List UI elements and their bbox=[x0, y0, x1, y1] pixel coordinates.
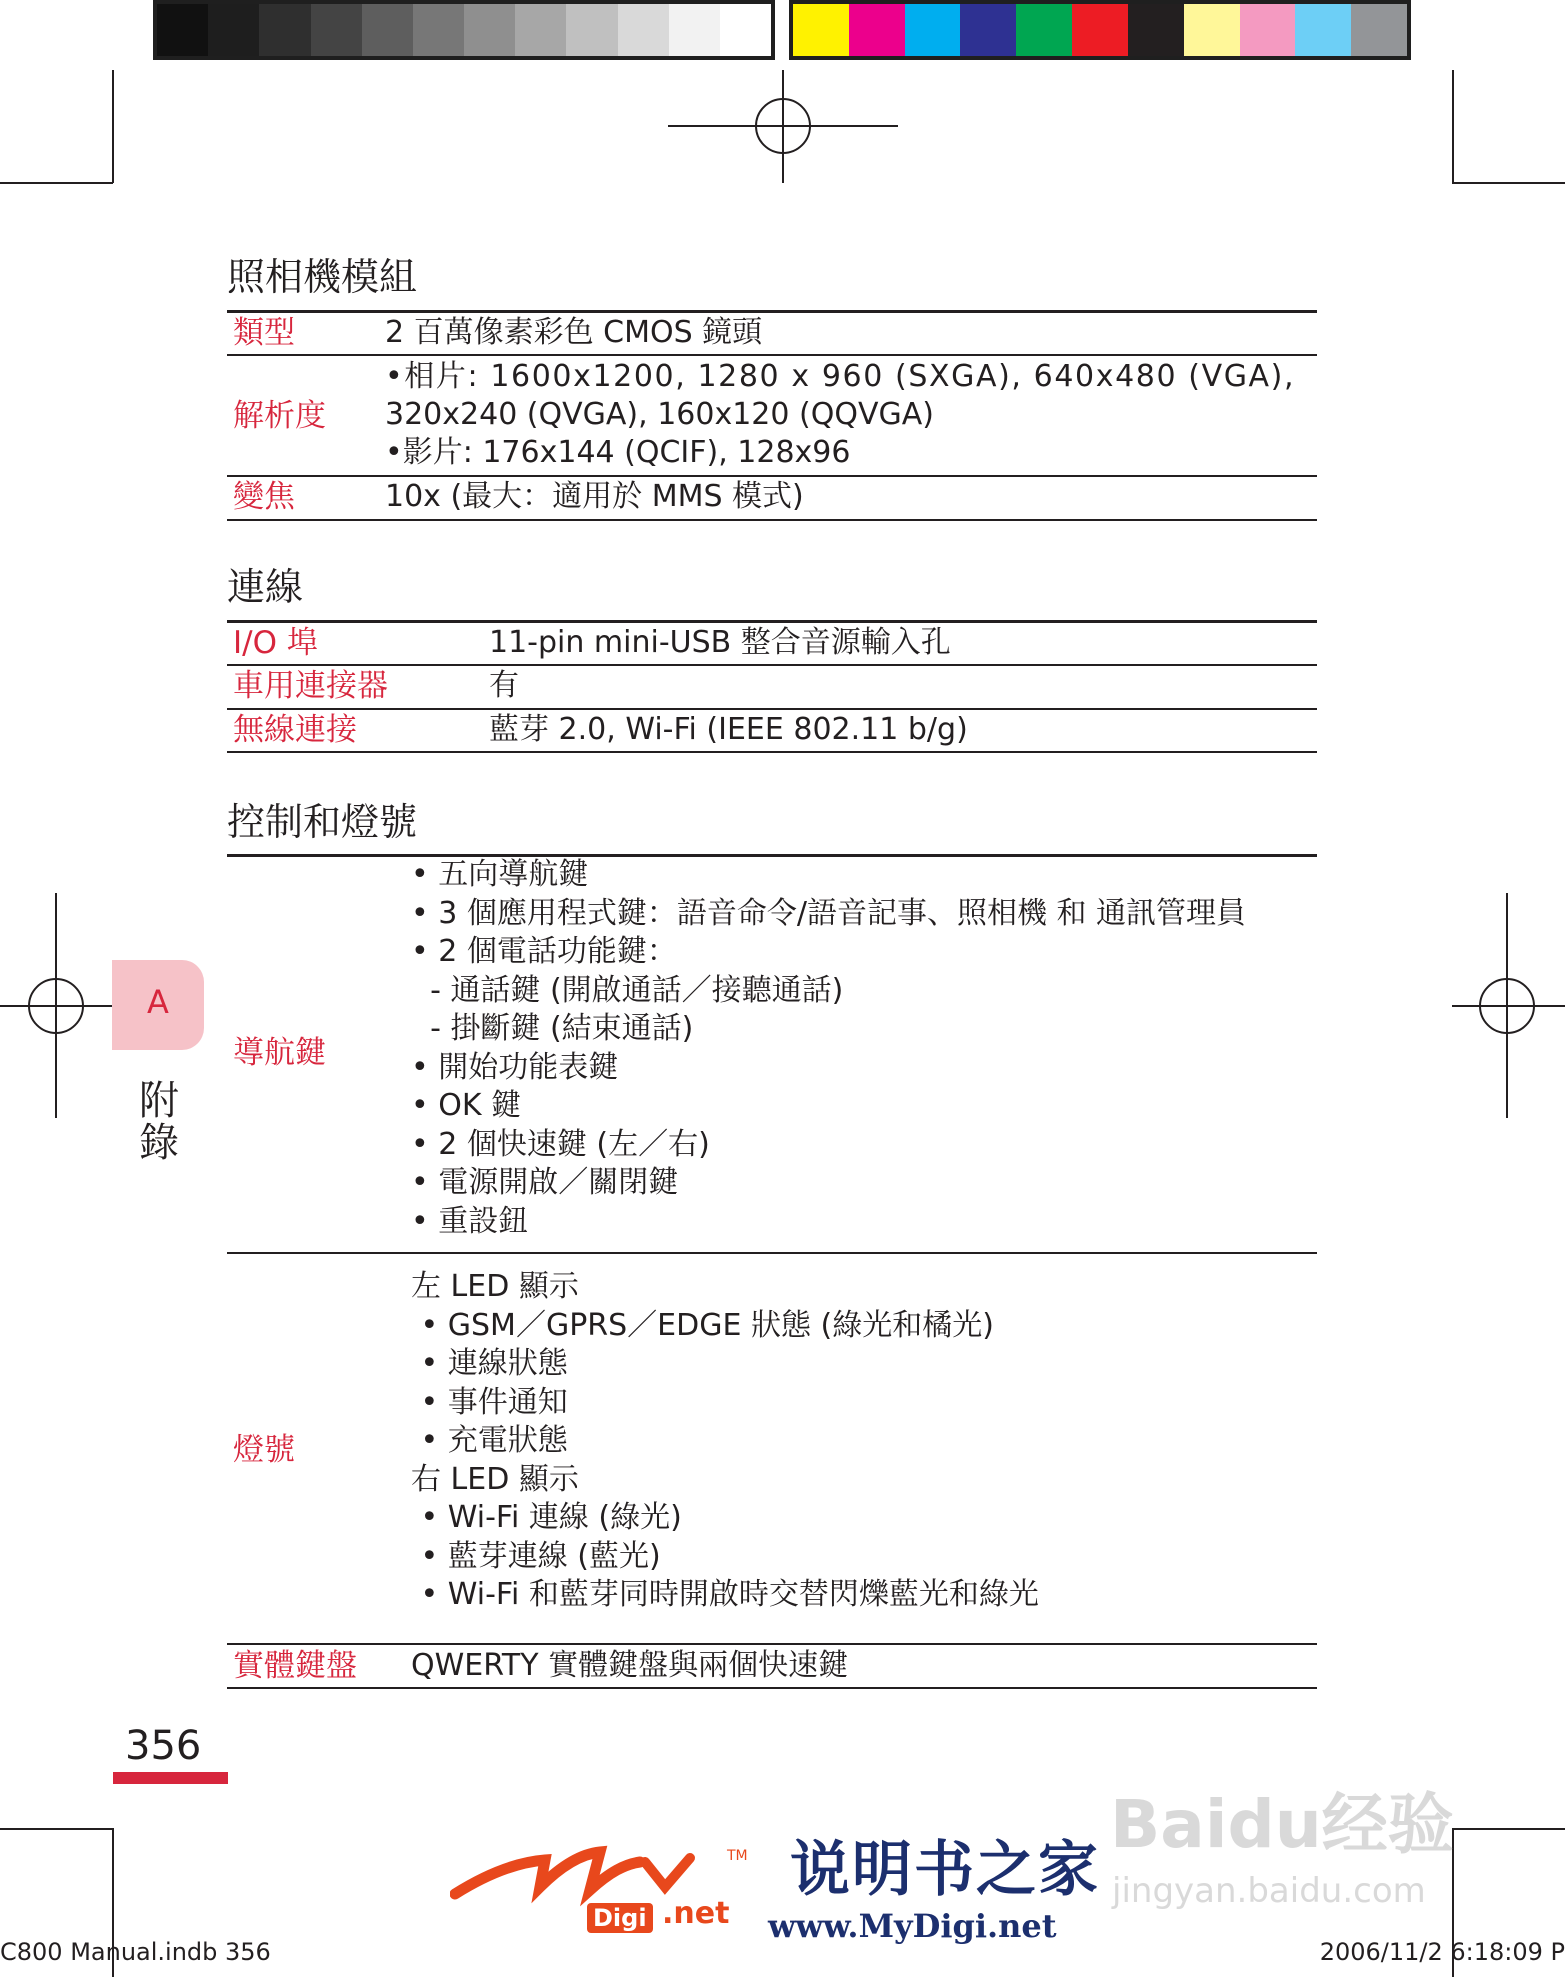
table-rule bbox=[227, 475, 1317, 477]
camera-spec-table bbox=[227, 310, 1317, 522]
digi-net-label: .net bbox=[662, 1896, 730, 1931]
spec-value-zoom: 10x (最大：適用於 MMS 模式) bbox=[385, 479, 804, 514]
list-item: - 掛斷鍵 (結束通話) bbox=[411, 1011, 694, 1046]
trademark-mark: TM bbox=[727, 1848, 748, 1864]
controls-section-title: 控制和燈號 bbox=[227, 800, 418, 844]
color-swatch bbox=[618, 4, 669, 56]
appendix-label-char: 附 bbox=[139, 1078, 179, 1124]
registration-line bbox=[1452, 1005, 1565, 1007]
color-swatch bbox=[1240, 4, 1296, 56]
table-rule bbox=[227, 519, 1317, 521]
color-swatch bbox=[362, 4, 413, 56]
list-item: - 通話鍵 (開啟通話／接聽通話) bbox=[411, 972, 844, 1008]
color-swatch bbox=[905, 4, 961, 56]
list-item: • 電源開啟／關閉鍵 bbox=[411, 1165, 679, 1200]
spec-label-wireless: 無線連接 bbox=[233, 712, 357, 748]
table-rule bbox=[227, 1687, 1317, 1689]
list-item: • 充電狀態 bbox=[411, 1423, 568, 1458]
list-item: • 2 個電話功能鍵： bbox=[411, 934, 677, 969]
color-swatch bbox=[1184, 4, 1240, 56]
color-swatch bbox=[1128, 4, 1184, 56]
color-swatch bbox=[720, 4, 771, 56]
crop-mark bbox=[1452, 70, 1454, 183]
color-swatch bbox=[311, 4, 362, 56]
appendix-tab-letter: A bbox=[147, 983, 169, 1021]
table-rule bbox=[227, 354, 1317, 356]
spec-value-resolution-line: •相片: 1600x1200, 1280 x 960 (SXGA), 640x480 (VGA), bbox=[385, 359, 1296, 394]
list-item: • 連線狀態 bbox=[411, 1346, 568, 1381]
list-item: • Wi-Fi 和藍芽同時開啟時交替閃爍藍光和綠光 bbox=[411, 1577, 1039, 1612]
color-swatch bbox=[515, 4, 566, 56]
table-rule bbox=[227, 664, 1317, 666]
footer-file-info: C800 Manual.indb 356 bbox=[0, 1938, 271, 1966]
color-swatch bbox=[464, 4, 515, 56]
list-item: • 2 個快速鍵 (左／右) bbox=[411, 1126, 710, 1162]
color-swatch bbox=[566, 4, 617, 56]
connection-spec-table bbox=[227, 620, 1317, 756]
table-rule bbox=[227, 1643, 1317, 1645]
color-swatch bbox=[208, 4, 259, 56]
list-item: • 藍芽連線 (藍光) bbox=[411, 1538, 661, 1574]
site-url-logo: www.MyDigi.net bbox=[768, 1907, 1057, 1945]
page-number-bar bbox=[113, 1772, 228, 1784]
list-item: • 五向導航鍵 bbox=[411, 857, 589, 892]
process-color-bar bbox=[789, 0, 1411, 60]
crop-mark bbox=[0, 182, 113, 184]
crop-mark bbox=[1452, 182, 1565, 184]
baidu-watermark-url: jingyan.baidu.com bbox=[1112, 1871, 1426, 1911]
color-swatch bbox=[259, 4, 310, 56]
crop-mark bbox=[1452, 1828, 1565, 1830]
gray-color-bar bbox=[153, 0, 775, 60]
color-swatch bbox=[669, 4, 720, 56]
spec-value-io-port: 11-pin mini-USB 整合音源輸入孔 bbox=[489, 625, 951, 660]
spec-value-keyboard: QWERTY 實體鍵盤與兩個快速鍵 bbox=[411, 1648, 849, 1683]
color-swatch bbox=[1351, 4, 1407, 56]
appendix-label-char: 錄 bbox=[139, 1120, 179, 1166]
footer-timestamp: 2006/11/2 6:18:09 P bbox=[1319, 1938, 1565, 1966]
table-rule bbox=[227, 708, 1317, 710]
site-name-logo: 说明书之家 bbox=[790, 1835, 1100, 1905]
list-item: • GSM／GPRS／EDGE 狀態 (綠光和橘光) bbox=[411, 1307, 994, 1343]
registration-line bbox=[1506, 893, 1508, 1118]
color-swatch bbox=[960, 4, 1016, 56]
list-item: • 事件通知 bbox=[411, 1384, 568, 1420]
spec-value-wireless: 藍芽 2.0, Wi-Fi (IEEE 802.11 b/g) bbox=[489, 712, 968, 747]
color-swatch bbox=[157, 4, 208, 56]
color-swatch bbox=[413, 4, 464, 56]
spec-label-io-port: I/O 埠 bbox=[233, 625, 318, 661]
spec-value-resolution-line: •影片: 176x144 (QCIF), 128x96 bbox=[385, 435, 851, 470]
controls-spec-table bbox=[227, 854, 1317, 1690]
nav-keys-list bbox=[411, 856, 1246, 1241]
spec-value-resolution-line: 320x240 (QVGA), 160x120 (QQVGA) bbox=[385, 397, 934, 432]
spec-label-indicators: 燈號 bbox=[233, 1432, 295, 1468]
spec-label-resolution: 解析度 bbox=[233, 398, 326, 434]
list-item: • 重設鈕 bbox=[411, 1203, 529, 1239]
spec-label-keyboard: 實體鍵盤 bbox=[233, 1648, 357, 1684]
spec-label-zoom: 變焦 bbox=[233, 479, 295, 515]
appendix-tab bbox=[112, 960, 204, 1050]
spec-label-navigation: 導航鍵 bbox=[233, 1035, 326, 1071]
list-item: • 開始功能表鍵 bbox=[411, 1049, 619, 1085]
table-rule bbox=[227, 620, 1317, 623]
baidu-watermark: Baidu经验 bbox=[1110, 1786, 1454, 1863]
color-swatch bbox=[1072, 4, 1128, 56]
spec-value-type: 2 百萬像素彩色 CMOS 鏡頭 bbox=[385, 315, 763, 350]
led-indicators-list bbox=[411, 1268, 1039, 1615]
spec-value-car-connector: 有 bbox=[489, 668, 519, 703]
color-swatch bbox=[1295, 4, 1351, 56]
registration-line bbox=[782, 70, 784, 183]
table-rule bbox=[227, 310, 1317, 313]
appendix-label bbox=[137, 1080, 181, 1164]
list-item: • OK 鍵 bbox=[411, 1088, 522, 1123]
table-rule bbox=[227, 751, 1317, 753]
connection-section-title: 連線 bbox=[227, 565, 304, 609]
list-item: • 3 個應用程式鍵：語音命令/語音記事、照相機 和 通訊管理員 bbox=[411, 895, 1247, 931]
color-swatch bbox=[849, 4, 905, 56]
page-number: 356 bbox=[125, 1723, 202, 1769]
table-rule bbox=[227, 1252, 1317, 1254]
camera-section-title: 照相機模組 bbox=[227, 255, 418, 299]
list-item: • Wi-Fi 連線 (綠光) bbox=[411, 1500, 682, 1535]
crop-mark bbox=[0, 1828, 113, 1830]
crop-mark bbox=[112, 70, 114, 183]
spec-label-car-connector: 車用連接器 bbox=[233, 668, 388, 704]
color-swatch bbox=[1016, 4, 1072, 56]
color-swatch bbox=[793, 4, 849, 56]
list-item: 左 LED 顯示 bbox=[411, 1269, 579, 1304]
spec-label-type: 類型 bbox=[233, 315, 295, 351]
registration-line bbox=[55, 893, 57, 1118]
digi-badge: Digi bbox=[587, 1903, 653, 1933]
list-item: 右 LED 顯示 bbox=[411, 1461, 579, 1497]
